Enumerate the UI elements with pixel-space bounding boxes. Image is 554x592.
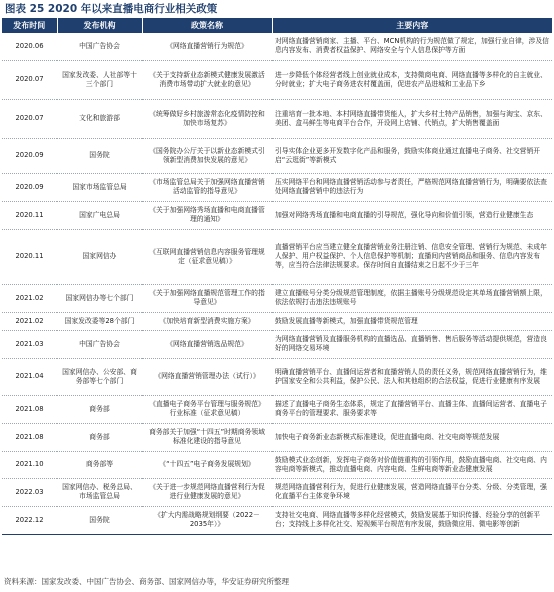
row-date: 2020.11 xyxy=(2,201,57,229)
row-policy-name: 《扩大内需战略规划纲要（2022－2035年）》 xyxy=(142,506,272,534)
table-row xyxy=(2,312,552,330)
row-date: 2022.12 xyxy=(2,506,57,534)
row-org: 中国广告协会 xyxy=(57,330,142,358)
figure-title: 图表 25 2020 年以来直播电商行业相关政策 xyxy=(5,3,218,15)
table-row xyxy=(2,173,552,201)
row-date: 2021.03 xyxy=(2,330,57,358)
row-policy-name: 《关于加强网络直播规范管理工作的指导意见》 xyxy=(142,284,272,312)
source-note: 资料来源：国家发改委、中国广告协会、商务部、国家网信办等，华安证券研究所整理 xyxy=(4,577,289,586)
row-content: 进一步降低个体经营者线上创业就业成本，支持微商电商、网络直播等多样化的自主就业、分时就业；扩大电子商务进农村覆盖面，促进农产品进城和工业品下乡 xyxy=(272,60,552,99)
row-org: 中国广告协会 xyxy=(57,33,142,60)
table-row xyxy=(2,60,552,99)
row-date: 2020.07 xyxy=(2,99,57,138)
table-row xyxy=(2,99,552,138)
row-org: 国家市场监管总局 xyxy=(57,173,142,201)
table-row xyxy=(2,358,552,395)
table-row xyxy=(2,33,552,60)
row-date: 2020.06 xyxy=(2,33,57,60)
row-org: 国务院 xyxy=(57,138,142,173)
row-org: 商务部 xyxy=(57,423,142,451)
table-row xyxy=(2,330,552,358)
row-date: 2021.02 xyxy=(2,312,57,330)
row-policy-name: 《网络直播营销管理办法（试行）》 xyxy=(142,358,272,395)
row-policy-name: 《网络直播营销行为规范》 xyxy=(142,33,272,60)
table-row xyxy=(2,284,552,312)
row-date: 2020.11 xyxy=(2,229,57,284)
row-org: 国务院 xyxy=(57,506,142,534)
row-org: 国家网信办、税务总局、市场监管总局 xyxy=(57,478,142,506)
row-date: 2021.08 xyxy=(2,395,57,423)
row-date: 2022.03 xyxy=(2,478,57,506)
table-row xyxy=(2,395,552,423)
table-row xyxy=(2,478,552,506)
header-policy-name: 政策名称 xyxy=(142,18,272,33)
row-content: 对网络直播营销商家、主播、平台、MCN机构的行为规范做了规定，加强行业自律，涉及信息内容发布、消费者权益保护、网络安全与个人信息保护等方面 xyxy=(272,33,552,60)
header-date: 发布时间 xyxy=(2,18,57,33)
row-policy-name: 《加快培育新型消费实施方案》 xyxy=(142,312,272,330)
row-org: 商务部 xyxy=(57,395,142,423)
row-content: 加快电子商务新业态新模式标准建设，促进直播电商、社交电商等规范发展 xyxy=(272,423,552,451)
row-content: 描述了直播电子商务生态体系，规定了直播营销平台、直播主体、直播间运营者、直播电子商务平台的管理要求、服务要求等 xyxy=(272,395,552,423)
row-policy-name: 《网络直播营销选品规范》 xyxy=(142,330,272,358)
row-content: 直播营销平台应当建立健全直播营销业务注册注销、信息安全管理、营销行为规范、未成年人保护、用户权益保护、个人信息保护等机制；直播间内营销商品和服务、信息内容发布等，应当符合法律法规要求。保存时间自直播结束之日起不少于三年 xyxy=(272,229,552,284)
table-row xyxy=(2,506,552,534)
row-date: 2021.02 xyxy=(2,284,57,312)
policy-table-figure xyxy=(2,1,552,591)
table-row xyxy=(2,451,552,478)
table-row xyxy=(2,138,552,173)
row-policy-name: 《互联网直播营销信息内容服务管理规定（征求意见稿）》 xyxy=(142,229,272,284)
row-org: 文化和旅游部 xyxy=(57,99,142,138)
row-date: 2021.04 xyxy=(2,358,57,395)
row-content: 压实网络平台和网络直播营销活动参与者责任，严格规范网络直播营销行为，明确要依法查处网络直播营销中的违法行为 xyxy=(272,173,552,201)
row-org: 国家网信办、公安部、商务部等七个部门 xyxy=(57,358,142,395)
row-date: 2020.09 xyxy=(2,173,57,201)
row-policy-name: 《关于进一步规范网络直播营利行为促进行业健康发展的意见》 xyxy=(142,478,272,506)
row-org: 国家广电总局 xyxy=(57,201,142,229)
row-content: 引导实体企业更多开发数字化产品和服务，鼓励实体商业通过直播电子商务、社交营销开启“云逛街”等新模式 xyxy=(272,138,552,173)
row-policy-name: 《“十四五”电子商务发展规划》 xyxy=(142,451,272,478)
row-content: 明确直播营销平台、直播间运营者和直播营销人员的责任义务，规范网络直播营销行为，维护国家安全和公共利益，保护公民、法人和其他组织的合法权益，促进行业健康有序发展 xyxy=(272,358,552,395)
row-policy-name: 《关于加强网络秀场直播和电商直播管理的通知》 xyxy=(142,201,272,229)
header-content: 主要内容 xyxy=(272,18,552,33)
row-policy-name: 《直播电子商务平台管理与服务规范》行业标准（征求意见稿） xyxy=(142,395,272,423)
table-row xyxy=(2,201,552,229)
row-policy-name: 《国务院办公厅关于以新业态新模式引领新型消费加快发展的意见》 xyxy=(142,138,272,173)
row-date: 2020.07 xyxy=(2,60,57,99)
row-content: 鼓励发展直播等新模式，加强直播带货规范管理 xyxy=(272,312,552,330)
row-content: 鼓励模式业态创新，发挥电子商务对价值链重构的引领作用，鼓励直播电商、社交电商、内容电商等新模式，推动直播电商、内容电商、生鲜电商等新业态健康发展 xyxy=(272,451,552,478)
policy-table xyxy=(2,18,552,535)
row-org: 国家网信办 xyxy=(57,229,142,284)
row-policy-name: 商务部关于加强“十四五”时期商务领域标准化建设的指导意见 xyxy=(142,423,272,451)
row-content: 建立直播账号分类分级规范管理制度，依据主播账号分级规范设定其单场直播营销额上限，依法依规打击违法违规账号 xyxy=(272,284,552,312)
row-date: 2021.08 xyxy=(2,423,57,451)
row-policy-name: 《统筹做好乡村旅游常态化疫情防控和加快市场复苏》 xyxy=(142,99,272,138)
row-policy-name: 《市场监管总局关于加强网络直播营销活动监管的指导意见》 xyxy=(142,173,272,201)
row-org: 国家网信办等七个部门 xyxy=(57,284,142,312)
header-org: 发布机构 xyxy=(57,18,142,33)
row-content: 支持社交电商、网络直播等多样化经营模式，鼓励发展基于知识传播、经验分享的创新平台；支持线上多样化社交、短视频平台规范有序发展，鼓励微应用、微电影等创新 xyxy=(272,506,552,534)
row-date: 2020.09 xyxy=(2,138,57,173)
row-content: 规范网络直播营利行为，促进行业健康发展，营造网络直播平台分类、分级、分类管理，强化直播平台主体竞争环境 xyxy=(272,478,552,506)
row-org: 国家发改委等28个部门 xyxy=(57,312,142,330)
table-header-row xyxy=(2,18,552,33)
row-org: 国家发改委、人社部等十三个部门 xyxy=(57,60,142,99)
row-content: 注重培育一批本地、本村网络直播带货能人，扩大乡村土特产品销售，加强与淘宝、京东、美团、盒马鲜生等电商平台合作，开设网上店铺、代销点，扩大销售覆盖面 xyxy=(272,99,552,138)
row-date: 2021.10 xyxy=(2,451,57,478)
row-content: 为网络直播营销及直播服务机构的直播选品、直播销售、售后服务等活动提供规范，营造良好的网络交易环境 xyxy=(272,330,552,358)
table-row xyxy=(2,229,552,284)
row-content: 加强对网络秀场直播和电商直播的引导规范，强化导向和价值引领，营造行业健康生态 xyxy=(272,201,552,229)
row-policy-name: 《关于支持新业态新模式健康发展激活消费市场带动扩大就业的意见》 xyxy=(142,60,272,99)
table-row xyxy=(2,423,552,451)
row-org: 商务部等 xyxy=(57,451,142,478)
